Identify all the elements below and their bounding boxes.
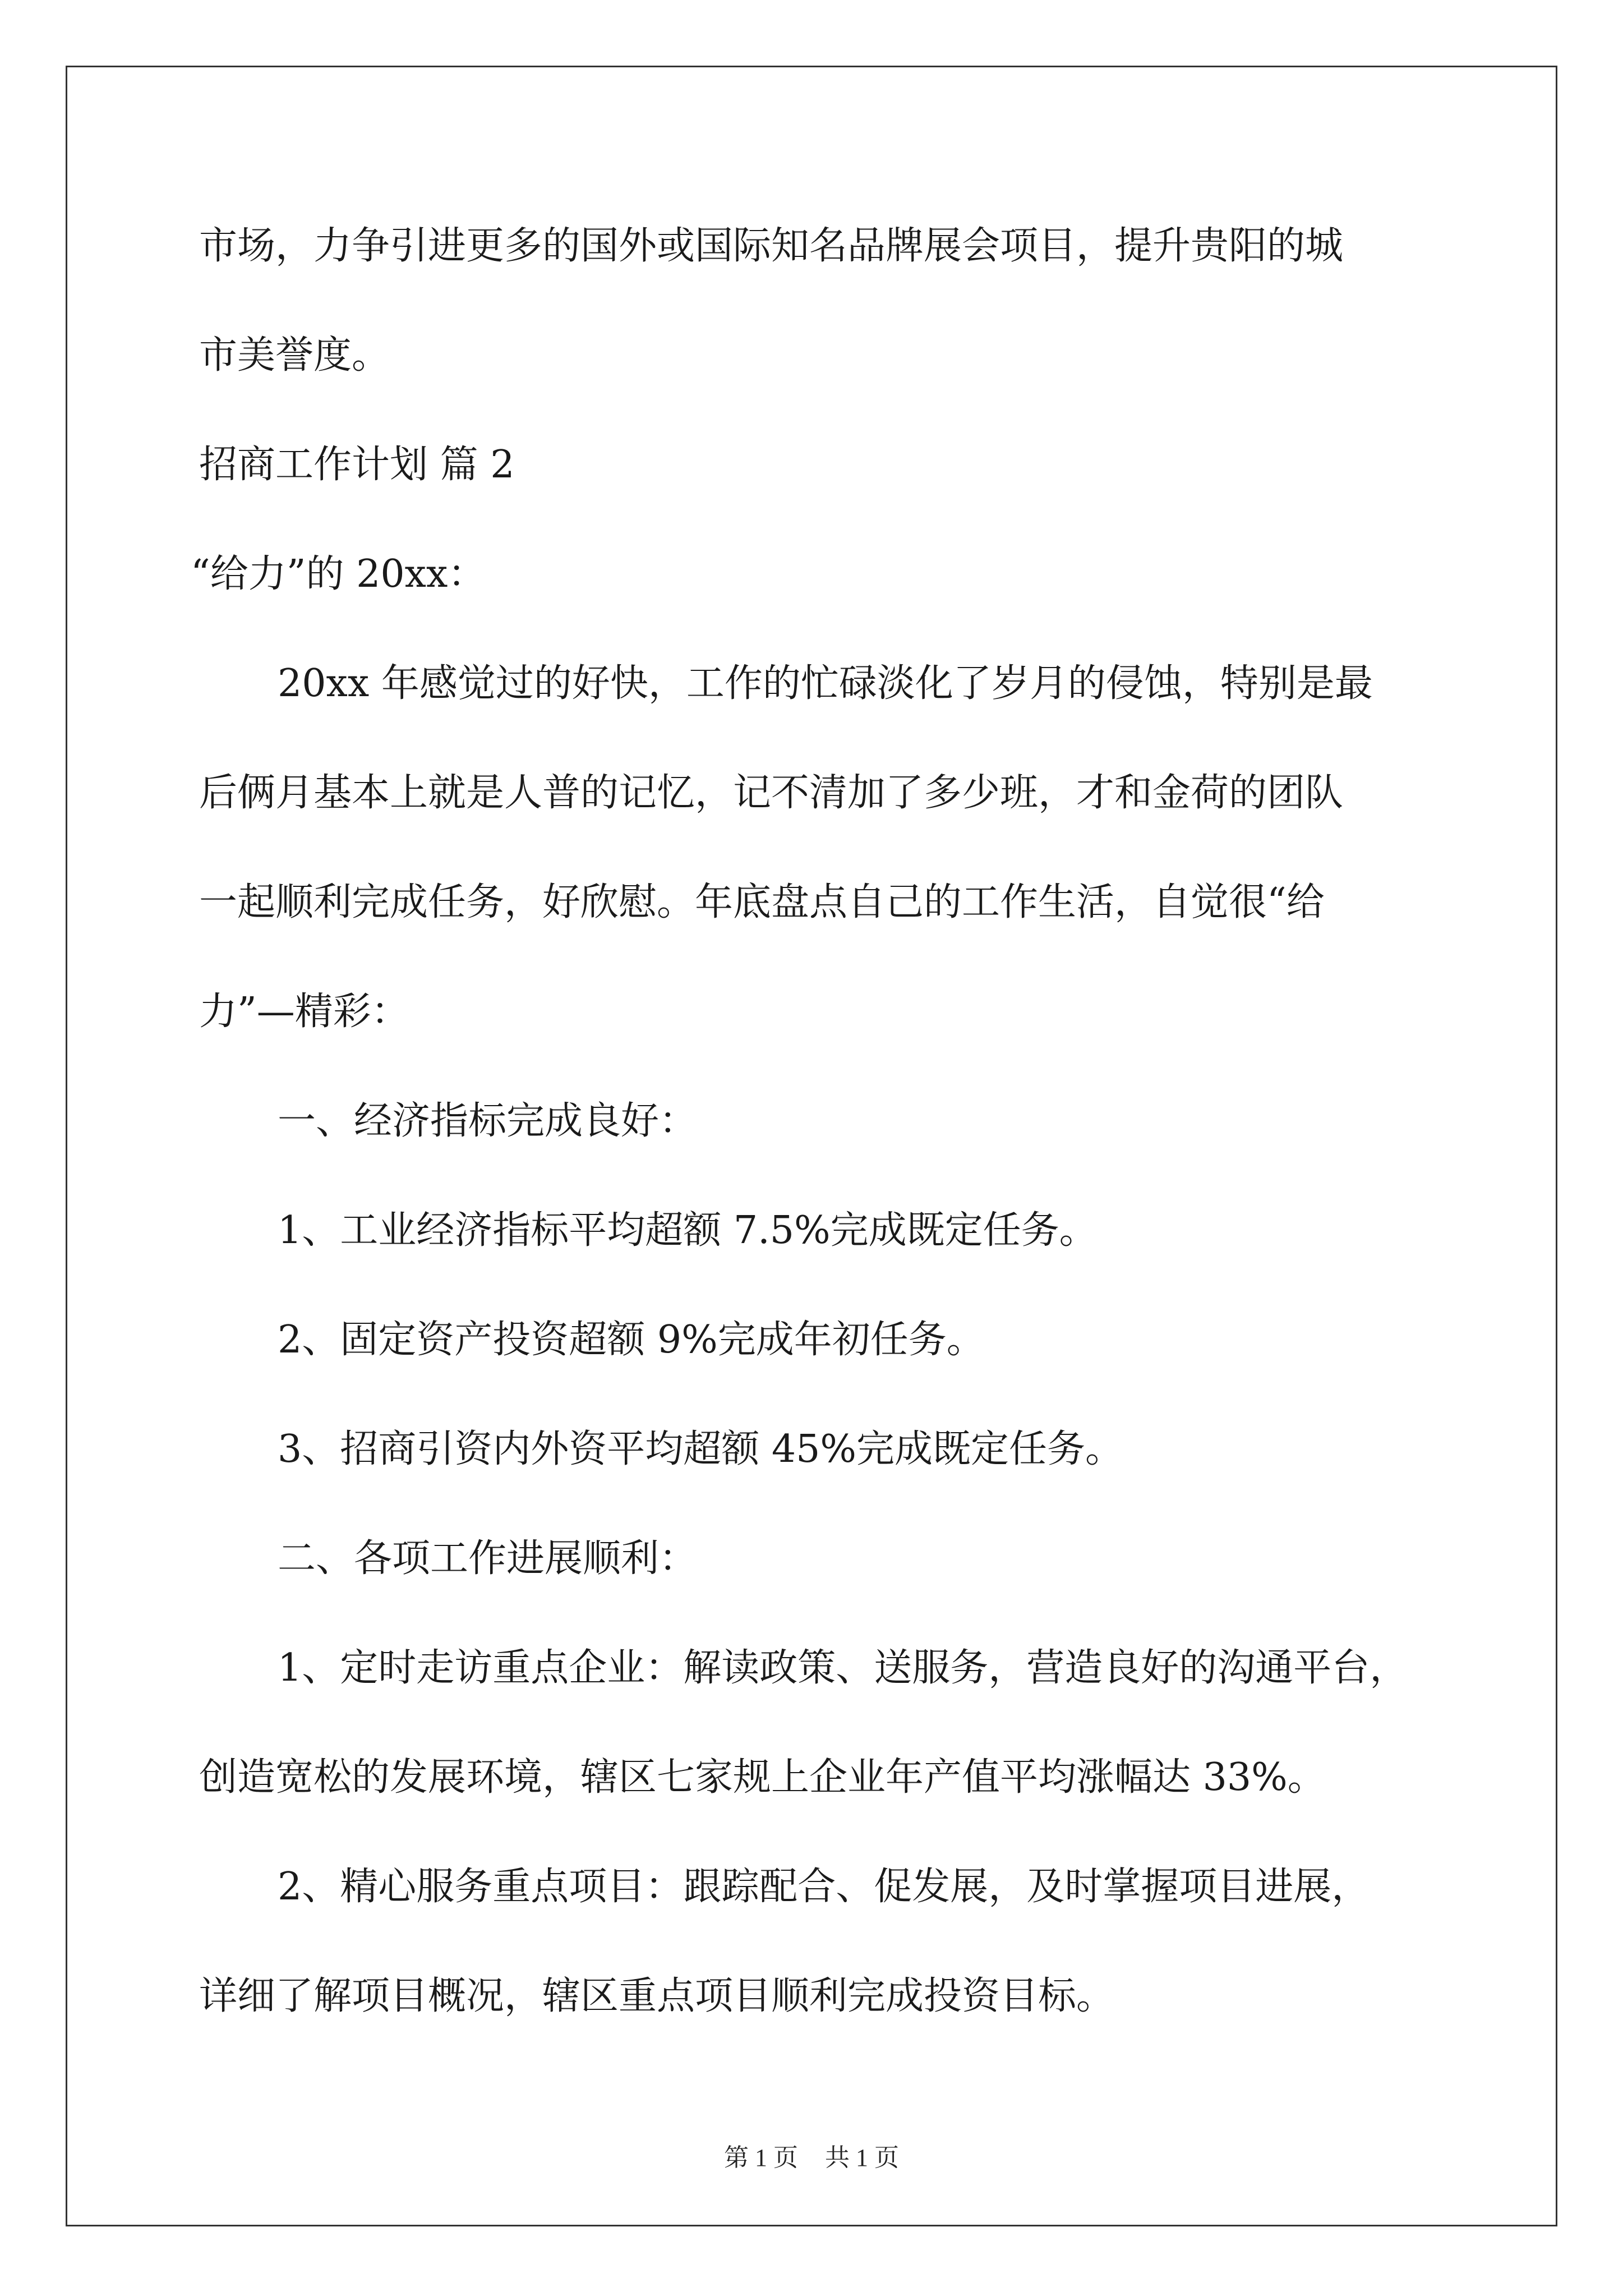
paragraph-line: 创造宽松的发展环境，辖区七家规上企业年产值平均涨幅达 33%。: [199, 1755, 1326, 1800]
paragraph-line: 详细了解项目概况，辖区重点项目顺利完成投资目标。: [199, 1974, 1115, 2018]
list-item: 2、固定资产投资超额 9%完成年初任务。: [278, 1318, 985, 1362]
page-footer: [0, 2137, 1623, 2173]
paragraph-line: “给力”的 20xx：: [191, 552, 486, 596]
list-item: 1、定时走访重点企业：解读政策、送服务，营造良好的沟通平台，: [278, 1646, 1408, 1690]
list-item: 1、工业经济指标平均超额 7.5%完成既定任务。: [278, 1208, 1098, 1253]
paragraph-line: 20xx 年感觉过的好快，工作的忙碌淡化了岁月的侵蚀，特别是最: [278, 661, 1373, 706]
paragraph-line: 力”—精彩：: [199, 990, 409, 1034]
paragraph-line: 市美誉度。: [199, 333, 390, 378]
paragraph-line: 后俩月基本上就是人普的记忆，记不清加了多少班，才和金荷的团队: [199, 771, 1344, 815]
subheading: 二、各项工作进展顺利：: [278, 1536, 698, 1581]
page-number: 第 1 页: [724, 2144, 798, 2171]
section-heading: 招商工作计划 篇 2: [199, 443, 515, 487]
paragraph-line: 一起顺利完成任务，好欣慰。年底盘点自己的工作生活，自觉很“给: [199, 880, 1325, 924]
list-item: 2、精心服务重点项目：跟踪配合、促发展，及时掌握项目进展，: [278, 1865, 1370, 1909]
subheading: 一、经济指标完成良好：: [278, 1099, 698, 1143]
list-item: 3、招商引资内外资平均超额 45%完成既定任务。: [278, 1427, 1124, 1471]
paragraph-line: 市场，力争引进更多的国外或国际知名品牌展会项目，提升贵阳的城: [199, 224, 1344, 268]
page-total: 共 1 页: [825, 2144, 899, 2171]
